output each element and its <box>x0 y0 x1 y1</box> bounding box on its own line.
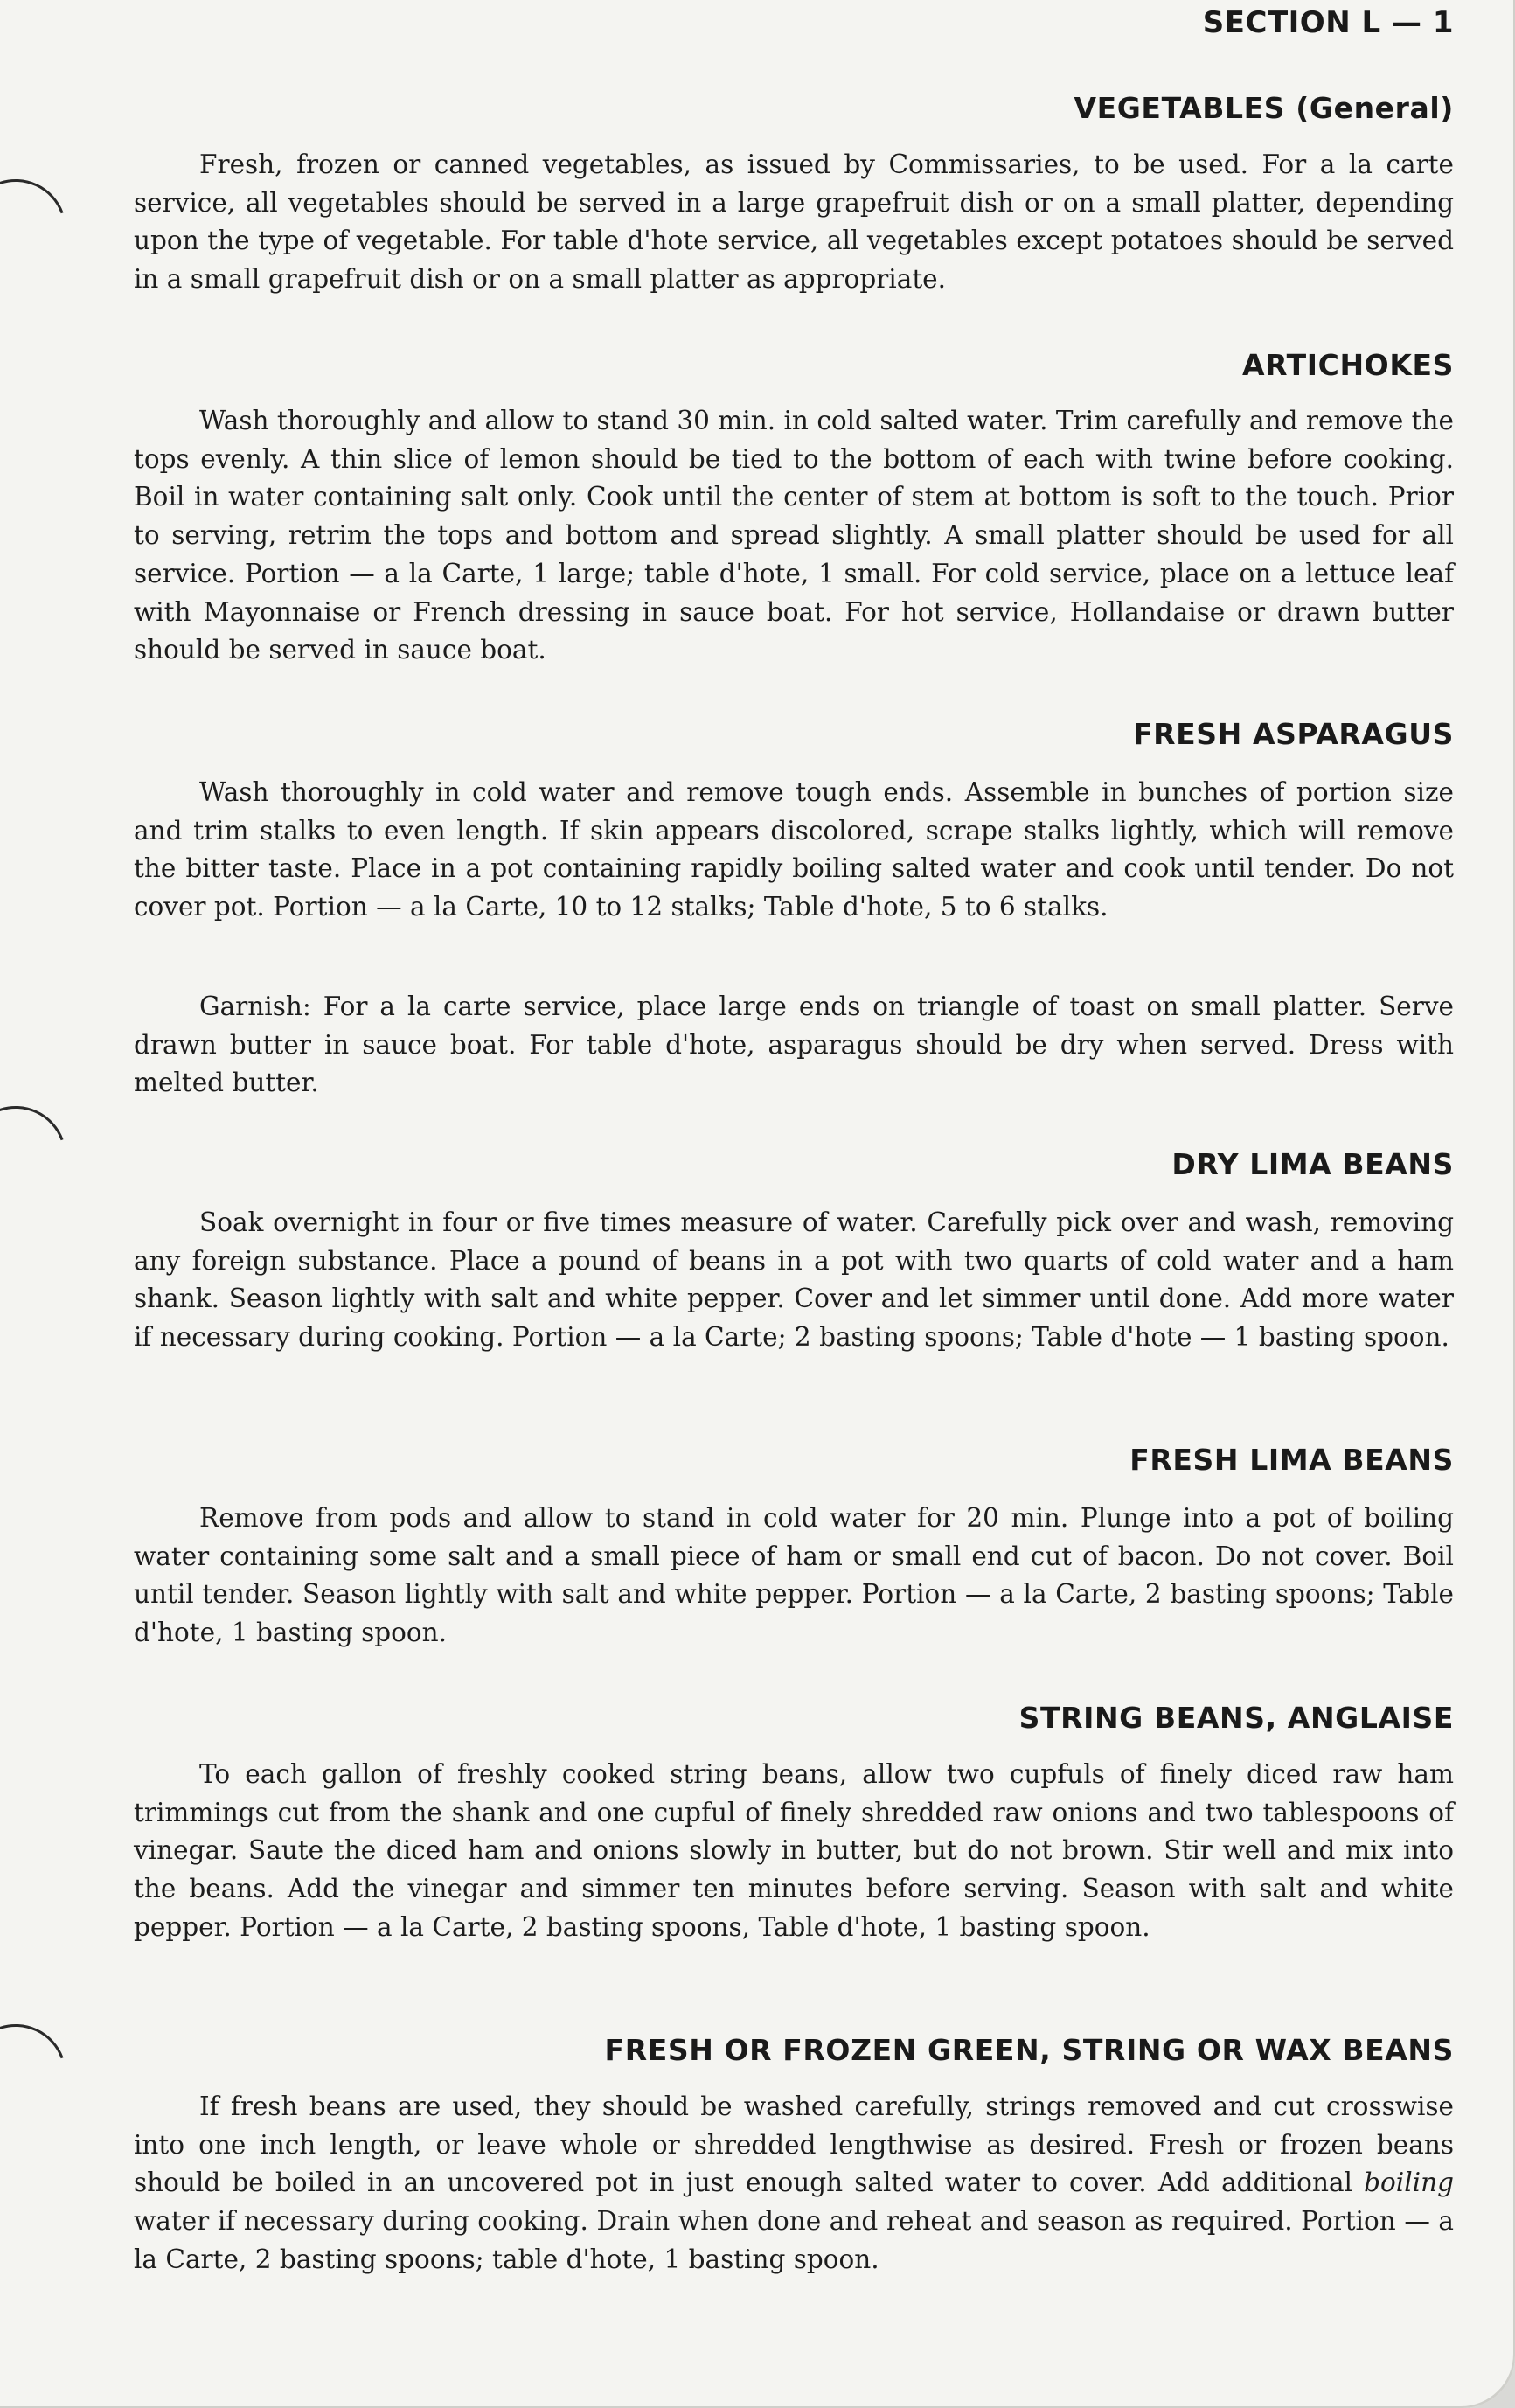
paragraph: Soak overnight in four or five times measure of water. Carefully pick over and wash, removing any foreign substance. Place a pound of beans in a pot with two quarts of cold water and a ham shank. Season lightly with salt and white pepper. Cover and let simmer until done. Add more water if necessary during cooking. Portion — a la Carte; 2 basting spoons; Table d'hote — 1 basting spoon. <box>134 1207 1454 1353</box>
paragraph-text: water if necessary during cooking. Drain when done and reheat and season as required. Portion — a la Carte, 2 basting spoons; table d'hote, 1 basting spoon. <box>134 2206 1454 2274</box>
paragraph <box>134 2088 1454 2279</box>
punch-hole-mark <box>0 1089 83 1224</box>
section-heading: FRESH OR FROZEN GREEN, STRING OR WAX BEANS <box>604 2033 1454 2067</box>
punch-hole-mark <box>0 2008 83 2142</box>
section-heading: DRY LIMA BEANS <box>1171 1147 1454 1181</box>
section-heading: ARTICHOKES <box>1241 348 1454 382</box>
paragraph: To each gallon of freshly cooked string beans, allow two cupfuls of finely diced raw ham trimmings cut from the shank and one cupful of finely shredded raw onions and two tablespoons of vinegar. Saute the diced ham and onions slowly in butter, but do not brown. Stir well and mix into the beans. Add the vinegar and simmer ten minutes before serving. Season with salt and white pepper. Portion — a la Carte, 2 basting spoons, Table d'hote, 1 basting spoon. <box>134 1759 1454 1942</box>
paragraph: Wash thoroughly in cold water and remove tough ends. Assemble in bunches of portion size and trim stalks to even length. If skin appears discolored, scrape stalks lightly, which will remove the bitter taste. Place in a pot containing rapidly boiling salted water and cook until tender. Do not cover pot. Portion — a la Carte, 10 to 12 stalks; Table d'hote, 5 to 6 stalks. <box>134 777 1454 922</box>
section-heading: FRESH ASPARAGUS <box>1133 717 1454 751</box>
paragraph: Wash thoroughly and allow to stand 30 min. in cold salted water. Trim carefully and remove the tops evenly. A thin slice of lemon should be tied to the bottom of each with twine before cooking. Boil in water containing salt only. Cook until the center of stem at bottom is soft to the touch. Prior to serving, retrim the tops and bottom and spread slightly. A small platter should be used for all service. Portion — a la Carte, 1 large; table d'hote, 1 small. For cold service, place on a lettuce leaf with Mayonnaise or French dressing in sauce boat. For hot service, Hollandaise or drawn butter should be served in sauce boat. <box>134 406 1454 665</box>
paragraph: Fresh, frozen or canned vegetables, as issued by Commissaries, to be used. For a la carte service, all vegetables should be served in a large grapefruit dish or on a small platter, depending upon the type of vegetable. For table d'hote service, all vegetables except potatoes should be served in a small grapefruit dish or on a small platter as appropriate. <box>134 150 1454 295</box>
section-heading: VEGETABLES (General) <box>1074 91 1454 125</box>
section-number: SECTION L — 1 <box>1202 5 1454 40</box>
section-heading: STRING BEANS, ANGLAISE <box>1018 1701 1454 1735</box>
section-heading: FRESH LIMA BEANS <box>1129 1443 1454 1477</box>
paragraph-italic-text: boiling <box>1364 2168 1454 2198</box>
punch-hole-mark <box>0 163 83 297</box>
paragraph: Garnish: For a la carte service, place large ends on triangle of toast on small platter. Serve drawn butter in sauce boat. For table d'hote, asparagus should be dry when served. Dress with melted butter. <box>134 992 1454 1098</box>
paragraph: Remove from pods and allow to stand in cold water for 20 min. Plunge into a pot of boiling water containing some salt and a small piece of ham or small end cut of bacon. Do not cover. Boil until tender. Season lightly with salt and white pepper. Portion — a la Carte, 2 basting spoons; Table d'hote, 1 basting spoon. <box>134 1503 1454 1648</box>
paragraph-text: If fresh beans are used, they should be washed carefully, strings removed and cut crosswise into one inch length, or leave whole or shredded lengthwise as desired. Fresh or frozen beans should be boiled in an uncovered pot in just enough salted water to cover. Add additional <box>134 2091 1454 2198</box>
